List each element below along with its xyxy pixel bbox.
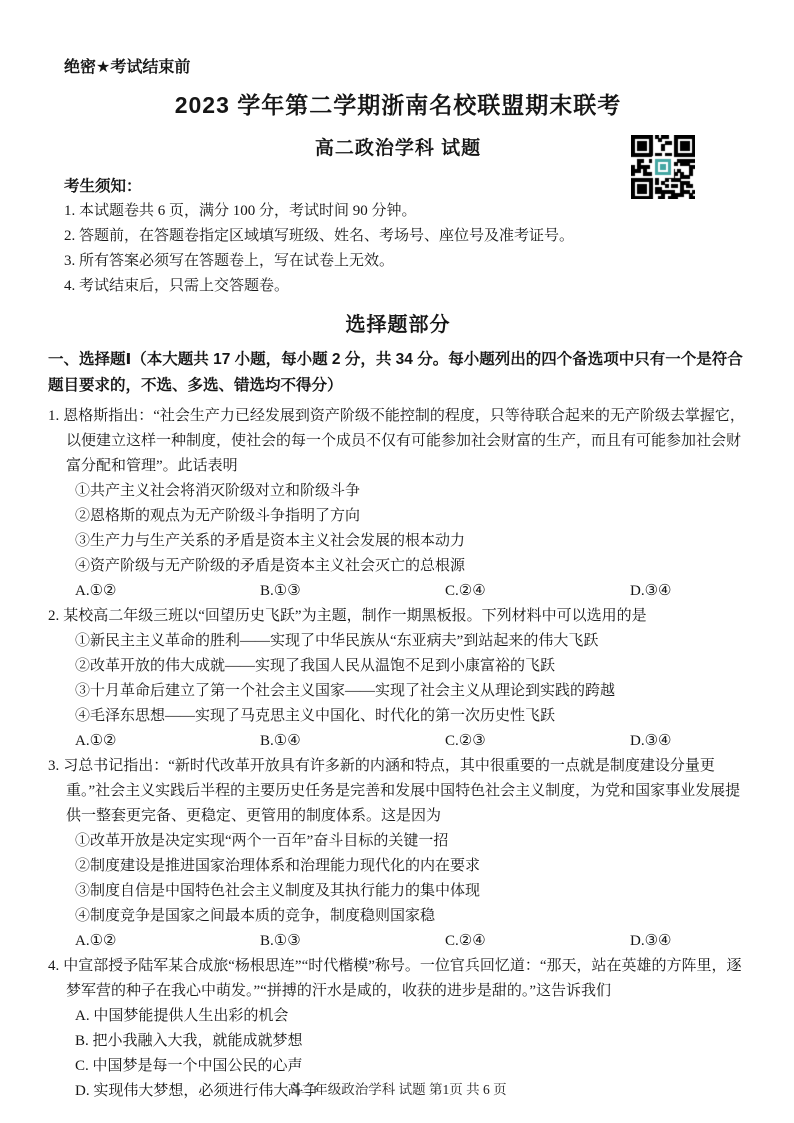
- question-3-option-b: B.①③: [260, 933, 301, 949]
- part-title: 选择题部分: [345, 314, 451, 336]
- notice-item-3: 3. 所有答案必须写在答题卷上，写在试卷上无效。: [64, 253, 395, 269]
- question-4-option-a: A. 中国梦能提供人生出彩的机会: [75, 1008, 289, 1024]
- page-footer: 高二年级政治学科 试题 第1页 共 6 页: [287, 1082, 507, 1097]
- question-4-stem-text: 中宣部授予陆军某合成旅“杨根思连”“时代楷模”称号。一位官兵回忆道：“那天，站在英雄的方阵里，逐梦军营的种子在我心中萌发。”“拼搏的汗水是咸的，收获的进步是甜的。”这告诉我们: [63, 958, 742, 999]
- question-4-stem: [48, 954, 748, 1004]
- qr-code: [631, 135, 695, 199]
- question-2-statement-3: ③十月革命后建立了第一个社会主义国家——实现了社会主义从理论到实践的跨越: [75, 683, 616, 699]
- question-3-option-d: D.③④: [630, 933, 672, 949]
- notice-item-1: 1. 本试题卷共 6 页，满分 100 分，考试时间 90 分钟。: [64, 203, 417, 219]
- exam-subtitle: 高二政治学科 试题: [314, 138, 482, 159]
- question-3-statement-2: ②制度建设是推进国家治理体系和治理能力现代化的内在要求: [75, 858, 481, 874]
- question-1-option-d: D.③④: [630, 583, 672, 599]
- question-2-option-a: A.①②: [75, 733, 117, 749]
- question-3-statement-3: ③制度自信是中国特色社会主义制度及其执行能力的集中体现: [75, 883, 481, 899]
- question-4-option-b: B. 把小我融入大我，就能成就梦想: [75, 1033, 303, 1049]
- question-2-statement-4: ④毛泽东思想——实现了马克思主义中国化、时代化的第一次历史性飞跃: [75, 708, 556, 724]
- question-1-option-c: C.②④: [445, 583, 486, 599]
- notice-item-2: 2. 答题前，在答题卷指定区域填写班级、姓名、考场号、座位号及准考证号。: [64, 228, 575, 244]
- question-1-stem-text: 恩格斯指出：“社会生产力已经发展到资产阶级不能控制的程度，只等待联合起来的无产阶级去掌握它，以便建立这样一种制度，使社会的每一个成员不仅有可能参加社会财富的生产，而且有可能参加社会财富分配和管理”。此话表明: [63, 408, 745, 474]
- question-3-statement-1: ①改革开放是决定实现“两个一百年”奋斗目标的关键一招: [75, 833, 449, 849]
- notice-item-4: 4. 考试结束后，只需上交答题卷。: [64, 278, 290, 294]
- question-1-number: 1.: [48, 408, 60, 424]
- question-2-stem-text: 某校高二年级三班以“回望历史飞跃”为主题，制作一期黑板报。下列材料中可以选用的是: [63, 608, 647, 624]
- question-1-option-a: A.①②: [75, 583, 117, 599]
- notice-heading: 考生须知：: [64, 178, 142, 195]
- question-2: [48, 604, 748, 754]
- question-1-statement-2: ②恩格斯的观点为无产阶级斗争指明了方向: [75, 508, 361, 524]
- question-2-statement-2: ②改革开放的伟大成就——实现了我国人民从温饱不足到小康富裕的飞跃: [75, 658, 556, 674]
- question-4-number: 4.: [48, 958, 60, 974]
- question-1-statement-1: ①共产主义社会将消灭阶级对立和阶级斗争: [75, 483, 361, 499]
- qr-code-canvas: [631, 135, 695, 199]
- question-3-stem-text: 习总书记指出：“新时代改革开放具有许多新的内涵和特点，其中很重要的一点就是制度建设分量更重。”社会主义实践后半程的主要历史任务是完善和发展中国特色社会主义制度，为党和国家事业发展提供一整套更完备、更稳定、更管用的制度体系。这是因为: [63, 758, 741, 824]
- question-2-stem: [48, 604, 748, 629]
- question-1-statement-3: ③生产力与生产关系的矛盾是资本主义社会发展的根本动力: [75, 533, 466, 549]
- question-1-option-b: B.①③: [260, 583, 301, 599]
- question-2-option-c: C.②③: [445, 733, 486, 749]
- question-1-stem: [48, 404, 748, 479]
- question-2-option-d: D.③④: [630, 733, 672, 749]
- question-3-option-a: A.①②: [75, 933, 117, 949]
- question-1: [48, 404, 748, 604]
- question-2-number: 2.: [48, 608, 60, 624]
- question-3-stem: [48, 754, 748, 829]
- question-2-option-b: B.①④: [260, 733, 301, 749]
- exam-title: 2023 学年第二学期浙南名校联盟期末联考: [174, 92, 622, 118]
- question-3-number: 3.: [48, 758, 60, 774]
- question-2-options: [48, 729, 748, 754]
- question-3-statement-4: ④制度竞争是国家之间最本质的竞争，制度稳则国家稳: [75, 908, 436, 924]
- question-4-option-d: D. 实现伟大梦想，必须进行伟大斗争: [75, 1083, 319, 1099]
- question-3: [48, 754, 748, 954]
- secrecy-label: 绝密★考试结束前: [64, 59, 191, 76]
- question-2-statement-1: ①新民主主义革命的胜利——实现了中华民族从“东亚病夫”到站起来的伟大飞跃: [75, 633, 599, 649]
- question-3-options: [48, 929, 748, 954]
- question-4-option-c: C. 中国梦是每一个中国公民的心声: [75, 1058, 303, 1074]
- question-3-option-c: C.②④: [445, 933, 486, 949]
- question-list: [48, 404, 748, 1104]
- question-1-options: [48, 579, 748, 604]
- section-instructions: 一、选择题Ⅰ（本大题共 17 小题，每小题 2 分，共 34 分。每小题列出的四个备选项中只有一个是符合题目要求的，不选、多选、错选均不得分）: [48, 351, 743, 394]
- question-1-statement-4: ④资产阶级与无产阶级的矛盾是资本主义社会灭亡的总根源: [75, 558, 466, 574]
